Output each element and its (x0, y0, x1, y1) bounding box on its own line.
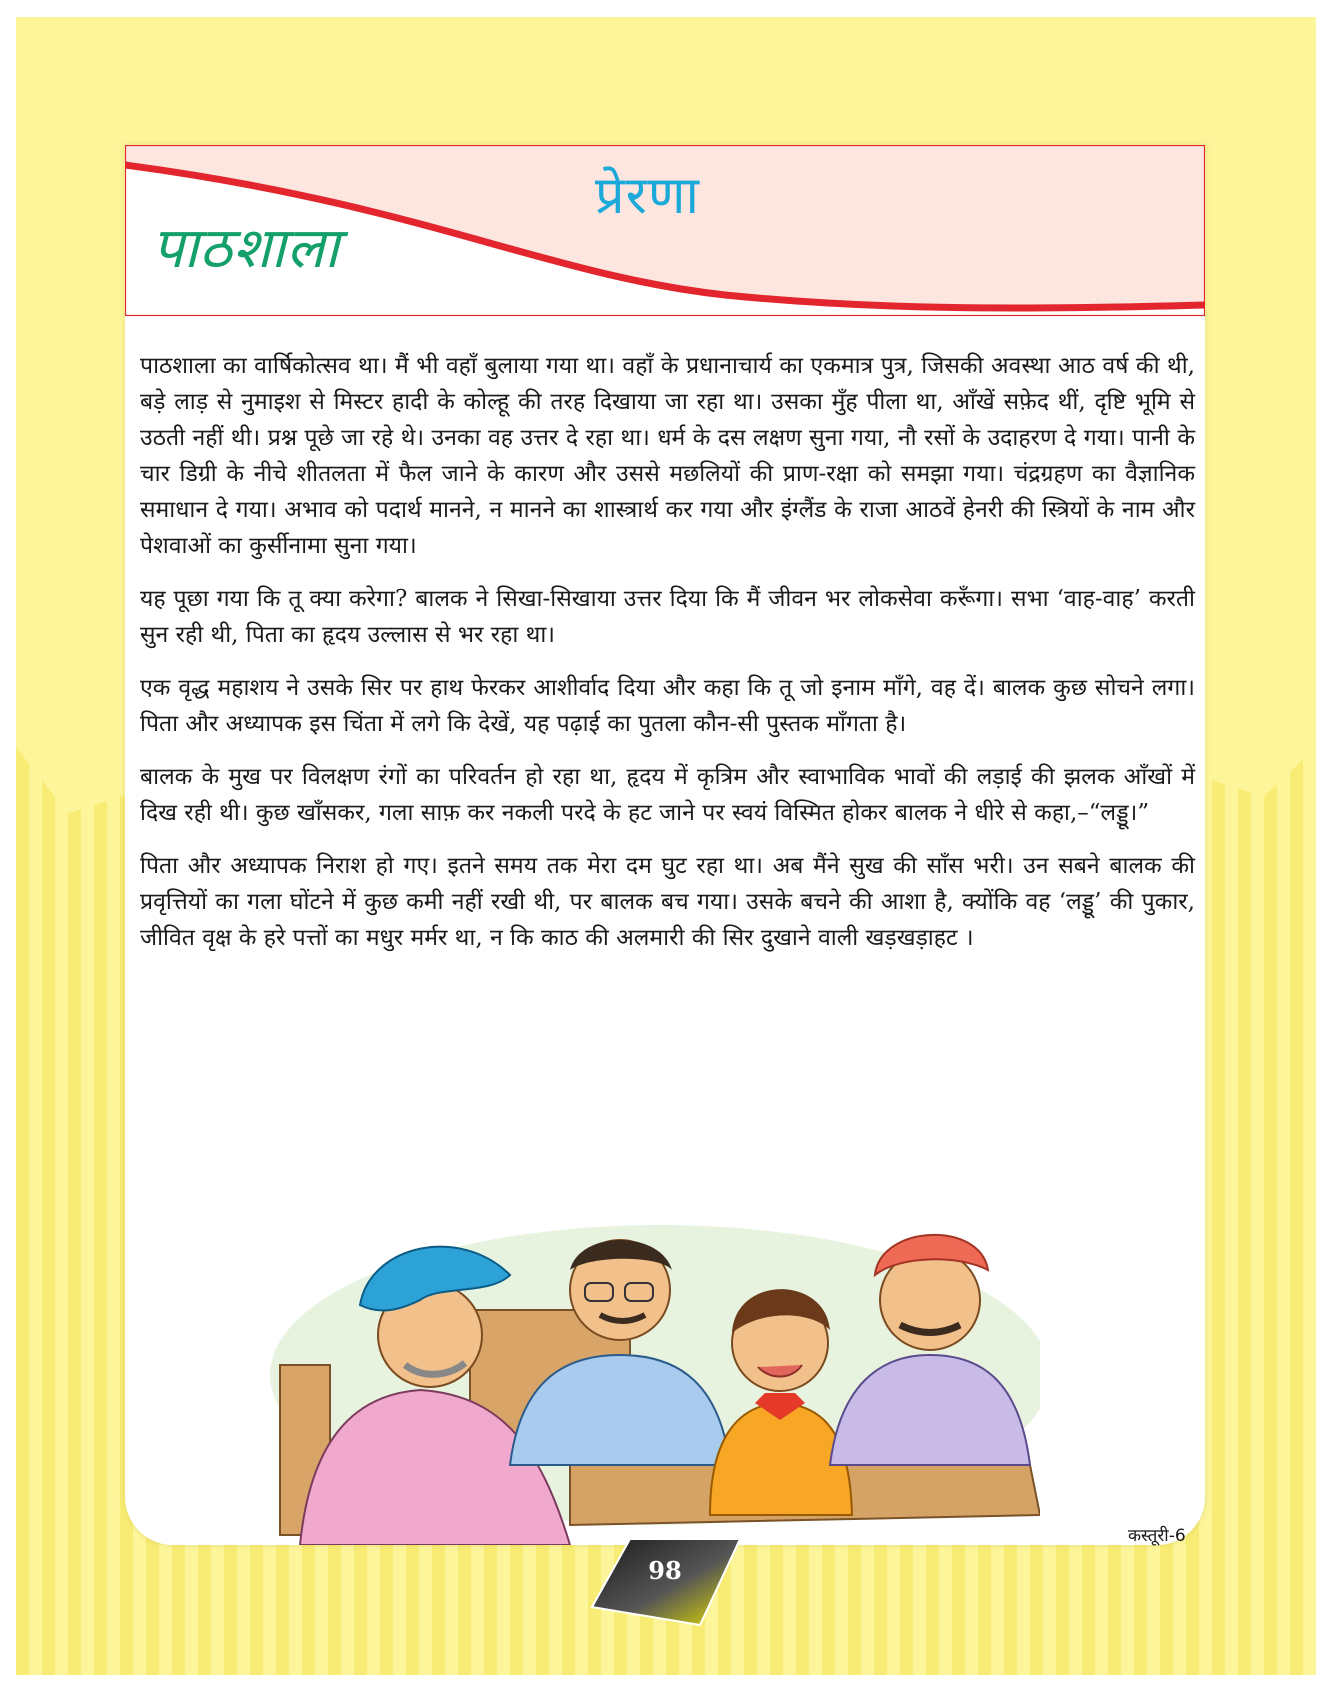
paragraph-1: पाठशाला का वार्षिकोत्सव था। मैं भी वहाँ बुलाया गया था। वहाँ के प्रधानाचार्य का एकमात्र पुत्र, जिसकी अवस्था आठ वर्ष की थी, बड़े लाड़ से नुमाइश से मिस्टर हादी के कोल्हू की तरह दिखाया जा रहा था। उसका मुँह पीला था, आँखें सफ़ेद थीं, दृष्टि भूमि से उठती नहीं थी। प्रश्न पूछे जा रहे थे। उनका वह उत्तर दे रहा था। धर्म के दस लक्षण सुना गया, नौ रसों के उदाहरण दे गया। पानी के चार डिग्री के नीचे शीतलता में फैल जाने के कारण और उससे मछलियों की प्राण-रक्षा को समझा गया। चंद्रग्रहण का वैज्ञानिक समाधान दे गया। अभाव को पदार्थ मानने, न मानने का शास्त्रार्थ कर गया और इंग्लैंड के राजा आठवें हेनरी की स्त्रियों के नाम और पेशवाओं का कुर्सीनामा सुना गया। (140, 353, 1195, 559)
four-characters-illustration-icon (240, 1215, 1040, 1545)
paragraph-3: एक वृद्ध महाशय ने उसके सिर पर हाथ फेरकर आशीर्वाद दिया और कहा कि तू जो इनाम माँगे, वह दें। बालक कुछ सोचने लगा। पिता और अध्यापक इस चिंता में लगे कि देखें, यह पढ़ाई का पुतला कौन-सी पुस्तक माँगता है। (140, 675, 1195, 737)
paragraph-4: बालक के मुख पर विलक्षण रंगों का परिवर्तन हो रहा था, हृदय में कृत्रिम और स्वाभाविक भावों की लड़ाई की झलक आँखों में दिख रही थी। कुछ खाँसकर, गला साफ़ कर नकली परदे के हट जाने पर स्वयं विस्मित होकर बालक ने धीरे से कहा,–“लड्डू।” (140, 764, 1195, 826)
section-subtitle: पाठशाला (152, 216, 340, 281)
paragraph-2: यह पूछा गया कि तू क्या करेगा? बालक ने सिखा-सिखाया उत्तर दिया कि मैं जीवन भर लोकसेवा करूँगा। सभा ‘वाह-वाह’ करती सुन रही थी, पिता का हृदय उल्लास से भर रहा था। (140, 586, 1195, 648)
book-name: कस्तूरी-6 (1128, 1526, 1186, 1546)
page-number: 98 (648, 1556, 682, 1585)
story-text (140, 348, 1195, 973)
page-title: प्रेरणा (595, 166, 700, 226)
paragraph-5: पिता और अध्यापक निराश हो गए। इतने समय तक मेरा दम घुट रहा था। अब मैंने सुख की साँस भरी। उन सबने बालक की प्रवृत्तियों का गला घोंटने में कुछ कमी नहीं रखी थी, पर बालक बच गया। उसके बचने की आशा है, क्योंकि वह ‘लड्डू’ की पुकार, जीवित वृक्ष के हरे पत्तों का मधुर मर्मर था, न कि काठ की अलमारी की सिर दुखाने वाली खड़खड़ाहट । (140, 853, 1195, 951)
